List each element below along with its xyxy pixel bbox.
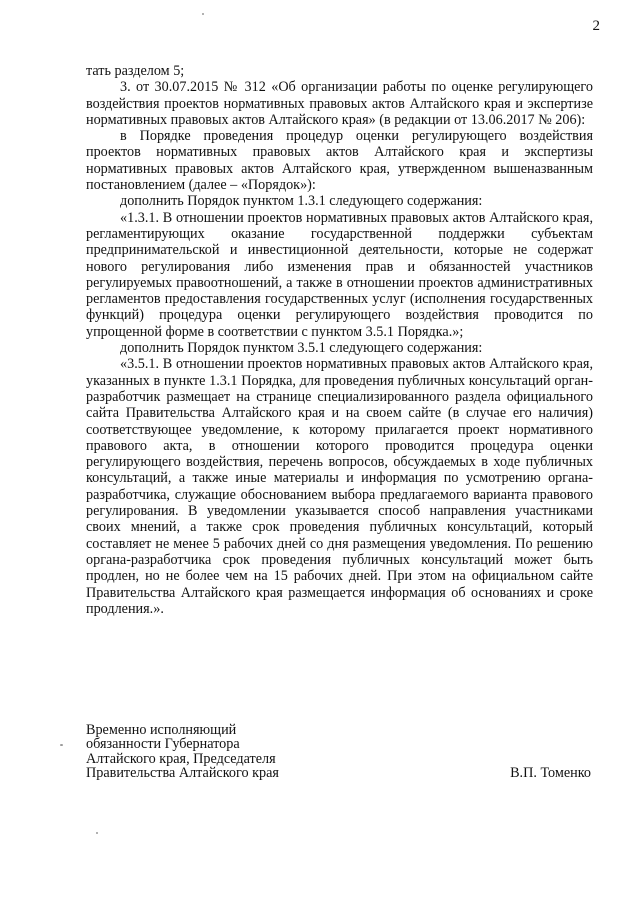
signatory-name: В.П. Томенко (510, 765, 591, 782)
signatory-position-line: обязанности Губернатора (86, 736, 240, 753)
document-body (86, 63, 593, 617)
scan-speck (96, 832, 98, 834)
paragraph-add-3-5-1-intro: дополнить Порядок пунктом 3.5.1 следующего содержания: (120, 340, 483, 357)
paragraph-item-3: 3. от 30.07.2015 № 312 «Об организации работы по оценке регулирующего воздействия проектов нормативных правовых актов Алтайского края и экспертизе нормативных правовых актов Алтайского края» (в редакции от 13.06.2017 № 206): (86, 79, 593, 128)
scan-speck (60, 744, 63, 746)
paragraph-procedure-order: в Порядке проведения процедур оценки регулирующего воздействия проектов нормативных правовых актов Алтайского края и экспертизы нормативных правовых актов Алтайского края, утвержденном вышеназванным постановлением (далее – «Порядок»): (86, 128, 593, 194)
signature-block (86, 723, 591, 781)
paragraph-continuation: тать разделом 5; (86, 63, 185, 79)
signatory-position-line: Временно исполняющий (86, 722, 237, 738)
paragraph-add-1-3-1-intro: дополнить Порядок пунктом 1.3.1 следующего содержания: (120, 193, 483, 210)
paragraph-clause-1-3-1: «1.3.1. В отношении проектов нормативных правовых актов Алтайского края, регламентирующих оказание государственной поддержки субъектам предпринимательской и инвестиционной деятельности, которые не содержат нового регулирования либо изменения прав и обязанностей участников регулируемых правоотношений, а также в отношении проектов административных регламентов предоставления государственных услуг (исполнения государственных функций) процедура оценки регулирующего воздействия проводится по упрощенной форме в соответствии с пунктом 3.5.1 Порядка.»; (86, 209, 593, 340)
scan-speck (202, 13, 204, 15)
signatory-position-line: Алтайского края, Председателя (86, 750, 276, 767)
paragraph-clause-3-5-1: «3.5.1. В отношении проектов нормативных правовых актов Алтайского края, указанных в пункте 1.3.1 Порядка, для проведения публичных консультаций орган-разработчик размещает на странице специализированного раздела официального сайта Правительства Алтайского края и на своем сайте (в случае его наличия) соответствующее уведомление, к которому прилагается проект нормативного правового акта, в отношении которого проводится процедура оценки регулирующего воздействия, перечень вопросов, обсуждаемых в ходе публичных консультаций, а также иные материалы и информация по усмотрению органа-разработчика, служащие обоснованием выбора предлагаемого варианта правового регулирования. В уведомлении указывается способ направления участниками своих мнений, а также срок проведения публичных консультаций, который составляет не менее 5 рабочих дней со дня размещения уведомления. По решению органа-разработчика срок проведения публичных консультаций может быть продлен, но не более чем на 15 рабочих дней. При этом на официальном сайте Правительства Алтайского края размещается информация об основаниях и сроке продления.». (86, 356, 593, 617)
page-number: 2 (592, 18, 600, 34)
signatory-position-line: Правительства Алтайского края (86, 765, 279, 782)
